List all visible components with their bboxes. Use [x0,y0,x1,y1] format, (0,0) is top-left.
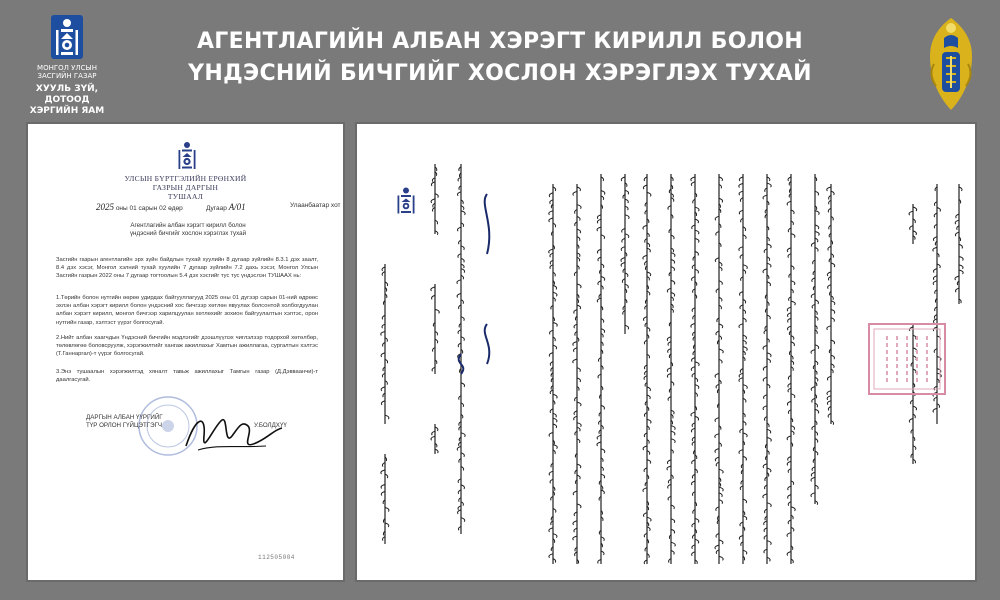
document-place: Улаанбаатар хот [290,202,341,209]
government-label: МОНГОЛ УЛСЫН ЗАСГИЙН ГАЗАР [37,64,97,80]
ministry-logo [14,10,124,120]
soyombo-emblem-icon [50,14,84,60]
document-subject: Агентлагийн албан хэрэгт кирилл болон үндэсний бичгийг хослон хэрэглэх тухай [129,222,247,237]
cyrillic-order-document [28,124,343,580]
title-line-2: ҮНДЭСНИЙ БИЧГИЙГ ХОСЛОН ХЭРЭГЛЭХ ТУХАЙ [188,61,812,86]
ministry-name: ХУУЛЬ ЗҮЙ, ДОТООД ХЭРГИЙН ЯАМ [29,84,105,116]
document-paragraph: 3.Энэ тушаалын хэрэгжилтэд хяналт тавьж ажиллахыг Тамгын газар (Д.Дэвваанчи)-т даалгасугай. [56,369,318,384]
document-paragraph: Засгийн газрын агентлагийн эрх зүйн байдлын тухай хуулийн 8 дугаар зүйлийн 8.3.1 дэх заалт, 8.4 дэх хэсэг, Монгол хэлний тухай хуулийн 7 дугаар зүйлийн 7.2 дахь хэсэг, Монгол Улсын Засгийн газрын 2022 оны 7 дугаар тогтоолын 5.4 дэх хэсгийг тус тус үндэслэн ТУШААХ нь: [56,257,318,280]
serial-number: 112505004 [258,554,295,561]
mongolian-script-order-document [357,124,975,580]
handwritten-mark [485,194,490,254]
national-script-emblem-icon [920,14,982,114]
document-date: 2025 оны 01 сарын 02 өдөр [96,202,183,212]
signer-name: У.БОЛДХҮҮ [254,422,287,429]
signature-block: ДАРГЫН АЛБАН ҮҮРГИЙГ ТҮР ОРЛОН ГҮЙЦЭТГЭГЧ У.БОЛДХҮҮ [86,414,287,429]
document-paragraph: 2.Нийт албан хаагчдын Үндэсний бичгийн мэдлэгийг дээшлүүлэх чиглэлээр тодорхой хөтөлбөр, төлөвлөгөө боловсруулж, хэрэгжилтийг хангаж ажиллахыг Хамтын ажиллагаа, сургалтын хэлтэс (Т.Ганнаргал)-т үүрэг болгосугай. [56,335,318,358]
page-title [170,26,830,90]
soyombo-emblem-icon [175,140,199,172]
organization-header: УЛСЫН БҮРТГЭЛИЙН ЕРӨНХИЙ ГАЗРЫН ДАРГЫН ТУШААЛ [124,174,247,201]
document-paragraph: 1.Төрийн болон нутгийн өөрөө удирдах байгууллагууд 2025 оны 01 дүгээр сарын 01-ний өдрөөс эхлэн албан хэрэгт кирилл болон үндэсний хос бичгээр хөтлөн явуулах болсонтой холбогдуулан албан хэрэгт кирилл, монгол бичгээр харилцуулан хөтлөхийг зохион байгуулалтын хэлтэс, орон нутгийн газар, хэлтэст үүрэг болгосугай. [56,295,318,326]
handwritten-mark [485,324,490,364]
handwritten-signature [178,406,288,466]
title-line-1: АГЕНТЛАГИЙН АЛБАН ХЭРЭГТ КИРИЛЛ БОЛОН [196,29,804,54]
document-number: Дугаар А/01 [206,202,246,212]
official-seal-stamp [867,322,947,396]
